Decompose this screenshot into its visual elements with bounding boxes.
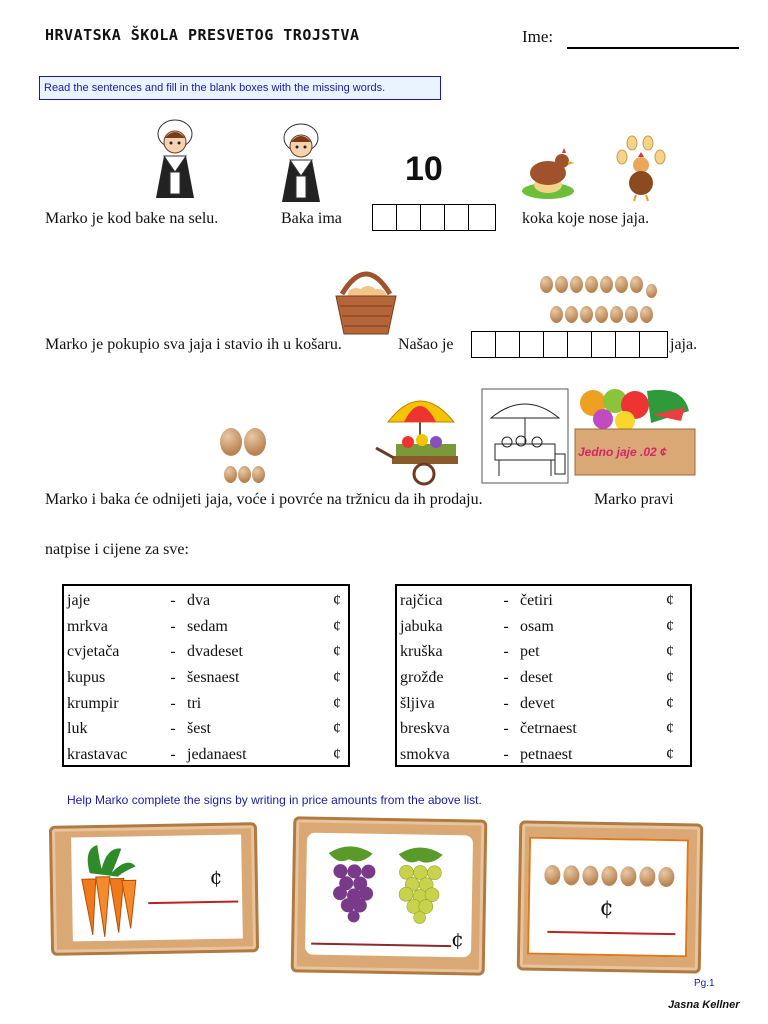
carrot-sign-panel [71,834,243,941]
price-row [397,588,690,614]
grandma-icon [148,116,202,200]
grapes-sign-panel [305,833,473,958]
letter-box[interactable] [592,332,616,357]
item-name: breskva [400,720,450,738]
item-name: rajčica [400,591,443,609]
letter-box[interactable] [496,332,520,357]
cent-symbol: ¢ [666,720,674,738]
name-label: Ime: [522,27,554,46]
dash: - [170,745,176,763]
price-row [397,665,690,691]
egg-price-sign-text: Jedno jaje .02 ¢ [578,445,667,459]
price-table-left [62,584,350,767]
dash: - [170,720,176,738]
sentence-2: Baka ima [281,210,342,227]
cent-symbol: ¢ [333,694,341,712]
price-row [64,639,348,665]
eggs-sign-panel [527,837,689,958]
rooster-icon [612,135,670,203]
cent-symbol: ¢ [666,745,674,763]
fruit-stand-icon [573,381,699,477]
grapes-icon [320,843,461,925]
letter-box[interactable] [472,332,496,357]
grandma-icon [274,120,328,204]
cent-symbol: ¢ [666,591,674,609]
cart-icon [374,390,464,486]
price-row [64,691,348,717]
hen-icon [520,145,576,201]
grapes-price-line[interactable] [311,943,451,947]
cent-symbol: ¢ [209,864,223,890]
item-name: luk [67,720,88,738]
cent-symbol: ¢ [666,694,674,712]
cent-symbol: ¢ [333,745,341,763]
price-word: dva [187,591,211,609]
carrot-price-line[interactable] [148,901,238,905]
price-row [64,742,348,768]
dash: - [170,617,176,635]
item-name: krumpir [67,694,119,712]
basket-icon [334,260,398,336]
price-word: četrnaest [520,720,577,738]
cent-symbol: ¢ [666,668,674,686]
letter-box[interactable] [445,205,469,230]
price-table-right [395,584,692,767]
egg-icon [544,865,684,887]
dash: - [503,720,509,738]
letter-box[interactable] [616,332,640,357]
number-ten: 10 [405,150,443,188]
sentence-1: Marko je kod bake na selu. [45,210,219,227]
sentence-9: natpise i cijene za sve: [45,541,189,558]
cent-symbol: ¢ [333,591,341,609]
cent-symbol: ¢ [333,668,341,686]
cent-symbol: ¢ [333,643,341,661]
price-word: osam [520,617,554,635]
sentence-7: Marko i baka će odnijeti jaja, voće i povrće na tržnicu da ih prodaju. [45,491,483,508]
dash: - [170,643,176,661]
school-title: HRVATSKA ŠKOLA PRESVETOG TROJSTVA [45,26,360,44]
help-instruction: Help Marko complete the signs by writing in price amounts from the above list. [67,793,482,807]
letter-box[interactable] [469,205,493,230]
price-word: deset [520,668,553,686]
cent-symbol: ¢ [666,643,674,661]
market-stall-icon [481,388,569,484]
letter-box[interactable] [640,332,666,357]
dash: - [503,617,509,635]
sentence-8: Marko pravi [594,491,674,508]
page-number: Pg.1 [694,978,715,989]
dash: - [503,668,509,686]
price-word: petnaest [520,745,573,763]
price-row [397,614,690,640]
letter-box[interactable] [520,332,544,357]
price-word: jedanaest [187,745,247,763]
cent-symbol: ¢ [333,617,341,635]
price-row [397,639,690,665]
dash: - [503,745,509,763]
price-word: četiri [520,591,553,609]
item-name: jaje [67,591,91,609]
price-row [397,691,690,717]
author-name: Jasna Kellner [668,999,740,1011]
name-field[interactable] [567,47,739,49]
letter-box[interactable] [397,205,421,230]
item-name: kupus [67,668,106,686]
price-row [64,588,348,614]
price-row [397,716,690,742]
price-row [64,716,348,742]
cent-symbol: ¢ [666,617,674,635]
price-word: šest [187,720,211,738]
price-word: sedam [187,617,228,635]
price-row [64,614,348,640]
egg-icon [218,428,270,486]
item-name: krastavac [67,745,128,763]
item-name: cvjetača [67,643,120,661]
dash: - [170,591,176,609]
carrot-sign-board [49,822,259,956]
answer-boxes-hens[interactable] [372,204,496,231]
letter-box[interactable] [568,332,592,357]
instruction-box: Read the sentences and fill in the blank boxes with the missing words. [39,76,441,100]
egg-group-icon [538,276,662,330]
price-word: pet [520,643,540,661]
cent-symbol: ¢ [451,927,465,952]
grapes-sign-board [291,816,488,975]
sentence-6: jaja. [670,336,698,353]
price-word: devet [520,694,555,712]
item-name: kruška [400,643,443,661]
answer-boxes-eggs[interactable] [471,331,668,358]
price-word: tri [187,694,202,712]
letter-box[interactable] [421,205,445,230]
price-row [397,742,690,768]
cent-symbol: ¢ [599,895,615,922]
item-name: mrkva [67,617,108,635]
price-word: dvadeset [187,643,243,661]
sentence-3: koka koje nose jaja. [522,210,650,227]
letter-box[interactable] [373,205,397,230]
letter-box[interactable] [544,332,568,357]
item-name: smokva [400,745,450,763]
item-name: jabuka [400,617,443,635]
dash: - [503,643,509,661]
sentence-4: Marko je pokupio sva jaja i stavio ih u košaru. [45,336,342,353]
dash: - [170,694,176,712]
eggs-sign-board [517,820,704,973]
cent-symbol: ¢ [333,720,341,738]
eggs-price-line[interactable] [547,931,675,935]
item-name: grožđe [400,668,444,686]
dash: - [170,668,176,686]
dash: - [503,694,509,712]
price-word: šesnaest [187,668,240,686]
item-name: šljiva [400,694,435,712]
price-row [64,665,348,691]
sentence-5: Našao je [398,336,454,353]
dash: - [503,591,509,609]
carrot-icon [77,844,139,937]
